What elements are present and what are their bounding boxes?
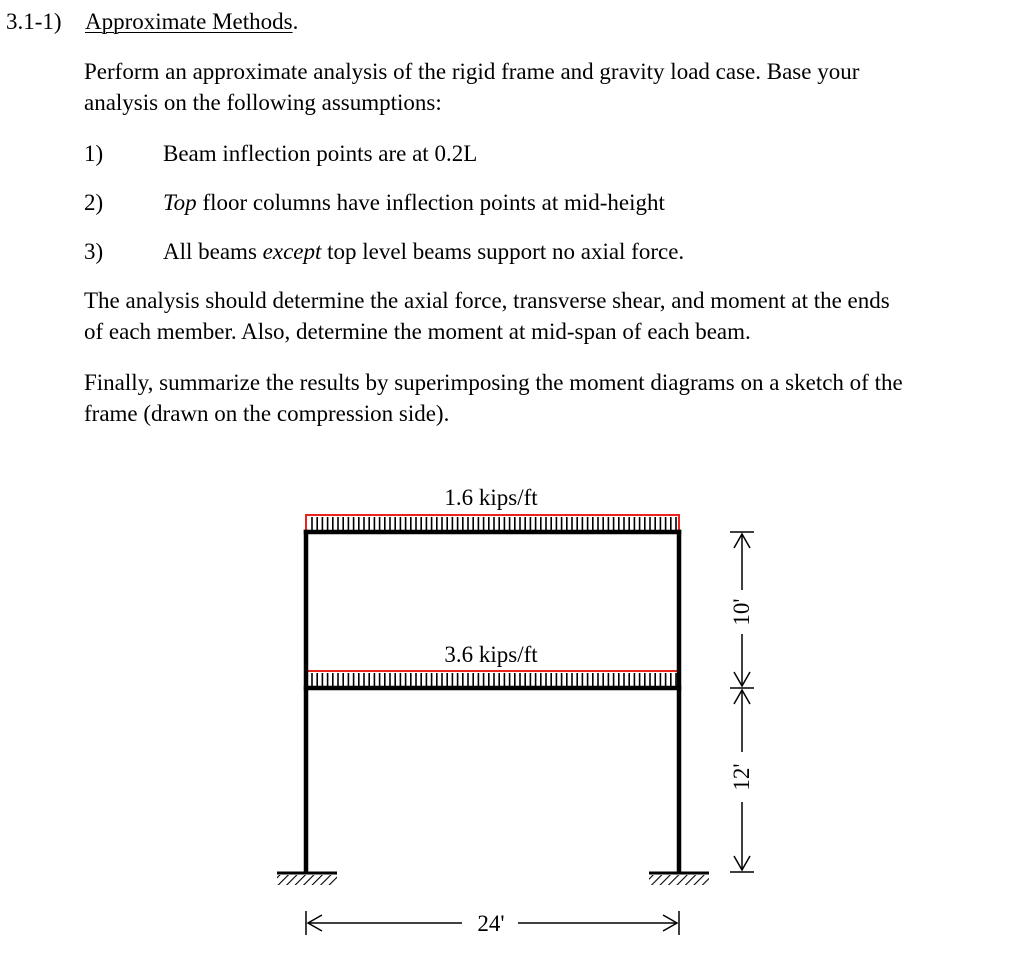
upper-story-height-label: 10'	[729, 598, 754, 626]
mid-load-label: 3.6 kips/ft	[444, 642, 538, 667]
summary-line-1: Finally, summarize the results by superimposing the moment diagrams on a sketch of the	[84, 370, 903, 395]
mid-distributed-load	[306, 671, 679, 688]
assumption-2-post: floor columns have inflection points at mid-height	[196, 190, 665, 215]
assumption-1-number: 1)	[84, 141, 104, 166]
assumption-3-pre: All beams	[163, 239, 263, 264]
analysis-line-1: The analysis should determine the axial force, transverse shear, and moment at the ends	[84, 288, 890, 313]
right-fixed-support	[649, 873, 709, 885]
assumption-3-post: top level beams support no axial force.	[321, 239, 685, 264]
problem-number: 3.1-1)	[6, 9, 62, 34]
summary-line-2: frame (drawn on the compression side).	[84, 401, 450, 426]
vertical-dimension	[730, 532, 754, 872]
intro-line-2: analysis on the following assumptions:	[84, 90, 442, 115]
assumption-1-pre: Beam inflection points are at 0.2L	[163, 141, 478, 166]
lower-story-height-label: 12'	[729, 763, 754, 791]
problem-title-period: .	[292, 9, 299, 34]
span-width-label: 24'	[477, 911, 505, 936]
assumption-3-emphasis: except	[262, 239, 322, 264]
assumption-3-number: 3)	[84, 239, 104, 264]
load-outline	[306, 671, 679, 688]
assumption-2-emphasis: Top	[163, 190, 197, 215]
top-distributed-load	[306, 515, 679, 532]
analysis-line-2: of each member. Also, determine the moment at mid-span of each beam.	[84, 319, 751, 344]
frame-members	[306, 532, 679, 872]
load-outline	[306, 515, 679, 532]
problem-title-text: Approximate Methods	[85, 9, 293, 34]
assumption-2-number: 2)	[84, 190, 104, 215]
left-fixed-support	[277, 873, 337, 885]
intro-line-1: Perform an approximate analysis of the rigid frame and gravity load case. Base your	[84, 59, 860, 84]
top-load-label: 1.6 kips/ft	[444, 485, 538, 510]
